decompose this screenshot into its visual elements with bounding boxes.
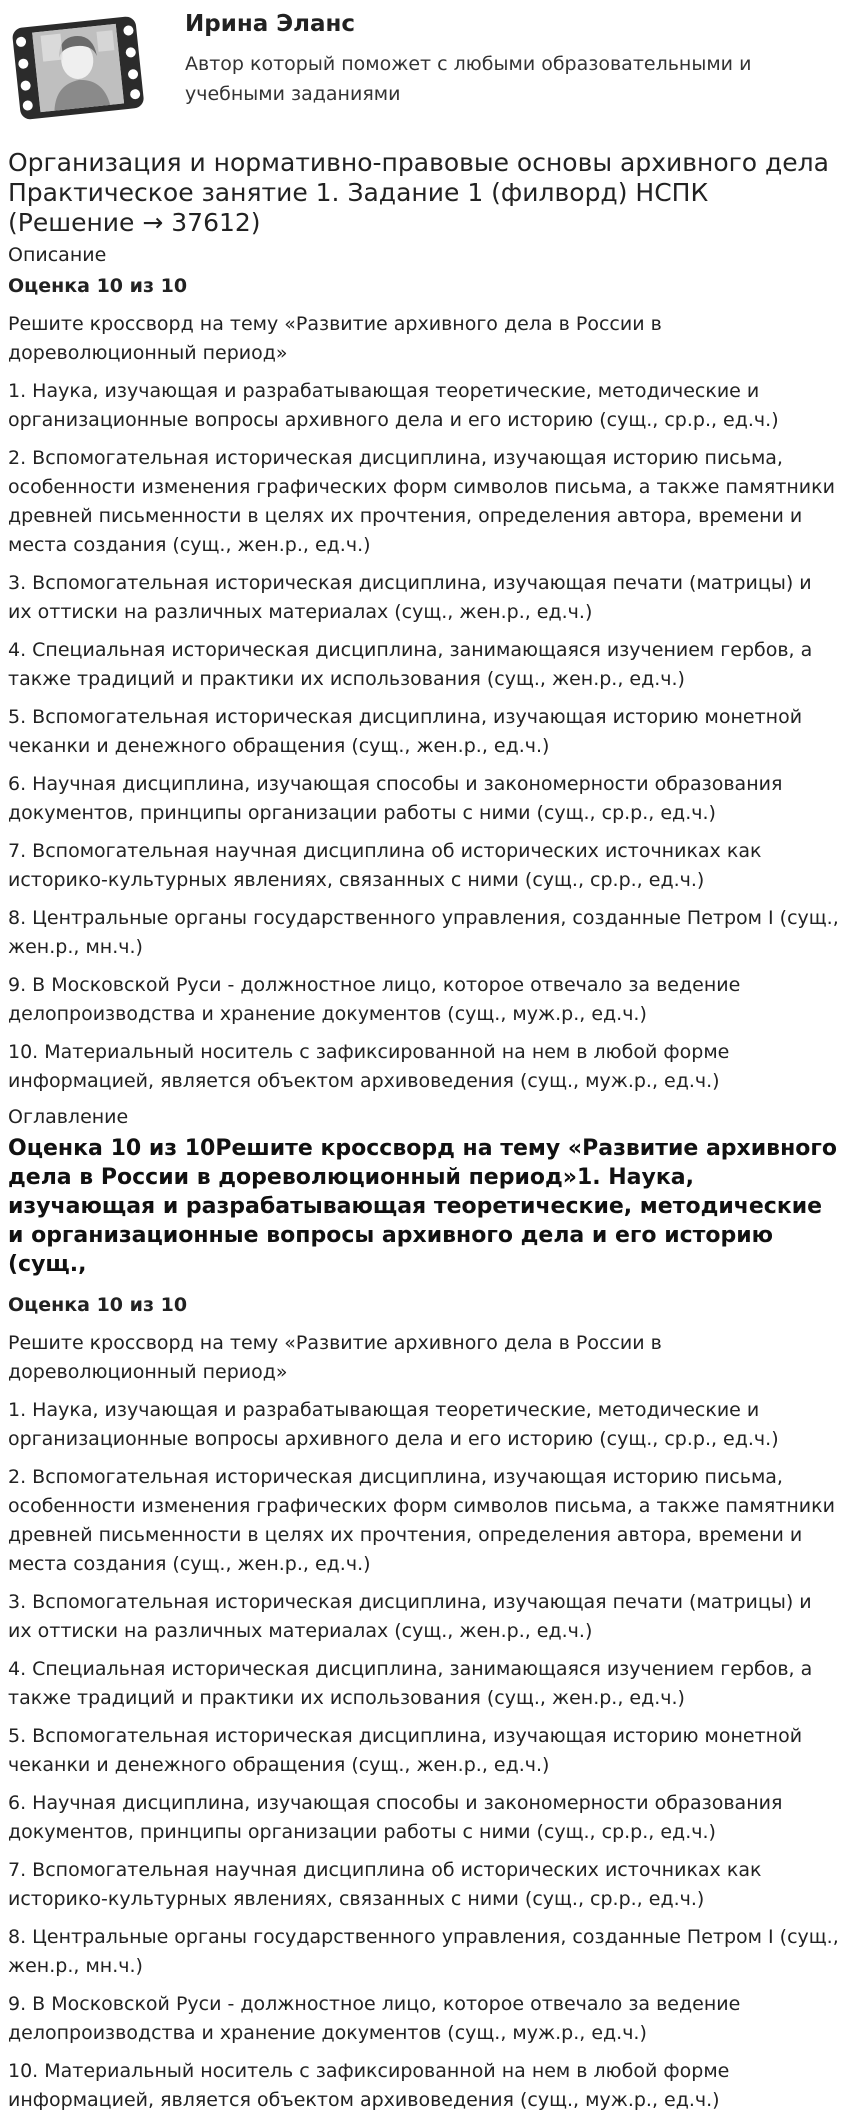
list-item: 3. Вспомогательная историческая дисциплина, изучающая печати (матрицы) и их оттиски на различных материалах (сущ., жен.р., ед.ч.) [8,1591,812,1642]
list-item: 4. Специальная историческая дисциплина, занимающаяся изучением гербов, а также традиций и практики их использования (сущ., жен.р., ед.ч.) [8,1658,813,1709]
list-item: 4. Специальная историческая дисциплина, занимающаяся изучением гербов, а также традиций и практики их использования (сущ., жен.р., ед.ч.) [8,639,813,690]
document-title: Организация и нормативно-правовые основы архивного дела Практическое занятие 1. Задание 1 (филворд) НСПК (Решение → 37612) [8,148,829,237]
list-item: 3. Вспомогательная историческая дисциплина, изучающая печати (матрицы) и их оттиски на различных материалах (сущ., жен.р., ед.ч.) [8,572,812,623]
list-item: 1. Наука, изучающая и разрабатывающая теоретические, методические и организационные вопросы архивного дела и его историю (сущ., ср.р., ед.ч.) [8,380,779,431]
document-content [8,148,840,2124]
author-name: Ирина Эланс [185,11,356,37]
score-second: Оценка 10 из 10 [8,1294,188,1316]
score: Оценка 10 из 10 [8,275,188,297]
author-description: Автор который поможет с любыми образовательными и учебными заданиями [185,53,752,105]
list-item: 5. Вспомогательная историческая дисциплина, изучающая историю монетной чеканки и денежного обращения (сущ., жен.р., ед.ч.) [8,706,803,757]
list-item: 7. Вспомогательная научная дисциплина об исторических источниках как историко-культурных явлениях, связанных с ними (сущ., ср.р., ед.ч.) [8,840,762,891]
list-item: 8. Центральные органы государственного управления, созданные Петром I (сущ., жен.р., мн.ч.) [8,1926,839,1977]
toc-label: Оглавление [8,1106,129,1128]
list-item: 5. Вспомогательная историческая дисциплина, изучающая историю монетной чеканки и денежного обращения (сущ., жен.р., ед.ч.) [8,1725,803,1776]
list-item: 10. Материальный носитель с зафиксированной на нем в любой форме информацией, является объектом архивоведения (сущ., муж.р., ед.ч.) [8,1041,730,1092]
list-item: 2. Вспомогательная историческая дисциплина, изучающая историю письма, особенности изменения графических форм символов письма, а также памятники древней письменности в целях их прочтения, определения автора, времени и места создания (сущ., жен.р., ед.ч.) [8,447,835,556]
intro-paragraph: Решите кроссворд на тему «Развитие архивного дела в России в дореволюционный период» [8,313,662,364]
list-item: 9. В Московской Руси - должностное лицо, которое отвечало за ведение делопроизводства и хранение документов (сущ., муж.р., ед.ч.) [8,974,741,1025]
list-item: 9. В Московской Руси - должностное лицо, которое отвечало за ведение делопроизводства и хранение документов (сущ., муж.р., ед.ч.) [8,1993,741,2044]
list-item: 6. Научная дисциплина, изучающая способы и закономерности образования документов, принципы организации работы с ними (сущ., ср.р., ед.ч.) [8,1792,783,1843]
author-avatar [8,8,148,126]
intro-paragraph-second: Решите кроссворд на тему «Развитие архивного дела в России в дореволюционный период» [8,1332,662,1383]
toc-heading: Оценка 10 из 10Решите кроссворд на тему «Развитие архивного дела в России в дореволюционный период»1. Наука, изучающая и разрабатывающая теоретические, методические и организационные вопросы архивного дела и его историю (сущ., [8,1136,838,1277]
list-item: 7. Вспомогательная научная дисциплина об исторических источниках как историко-культурных явлениях, связанных с ними (сущ., ср.р., ед.ч.) [8,1859,762,1910]
list-item: 2. Вспомогательная историческая дисциплина, изучающая историю письма, особенности изменения графических форм символов письма, а также памятники древней письменности в целях их прочтения, определения автора, времени и места создания (сущ., жен.р., ед.ч.) [8,1466,835,1575]
list-item: 8. Центральные органы государственного управления, созданные Петром I (сущ., жен.р., мн.ч.) [8,907,839,958]
list-item: 1. Наука, изучающая и разрабатывающая теоретические, методические и организационные вопросы архивного дела и его историю (сущ., ср.р., ед.ч.) [8,1399,779,1450]
description-label: Описание [8,244,107,266]
list-item: 10. Материальный носитель с зафиксированной на нем в любой форме информацией, является объектом архивоведения (сущ., муж.р., ед.ч.) [8,2060,730,2111]
list-item: 6. Научная дисциплина, изучающая способы и закономерности образования документов, принципы организации работы с ними (сущ., ср.р., ед.ч.) [8,773,783,824]
